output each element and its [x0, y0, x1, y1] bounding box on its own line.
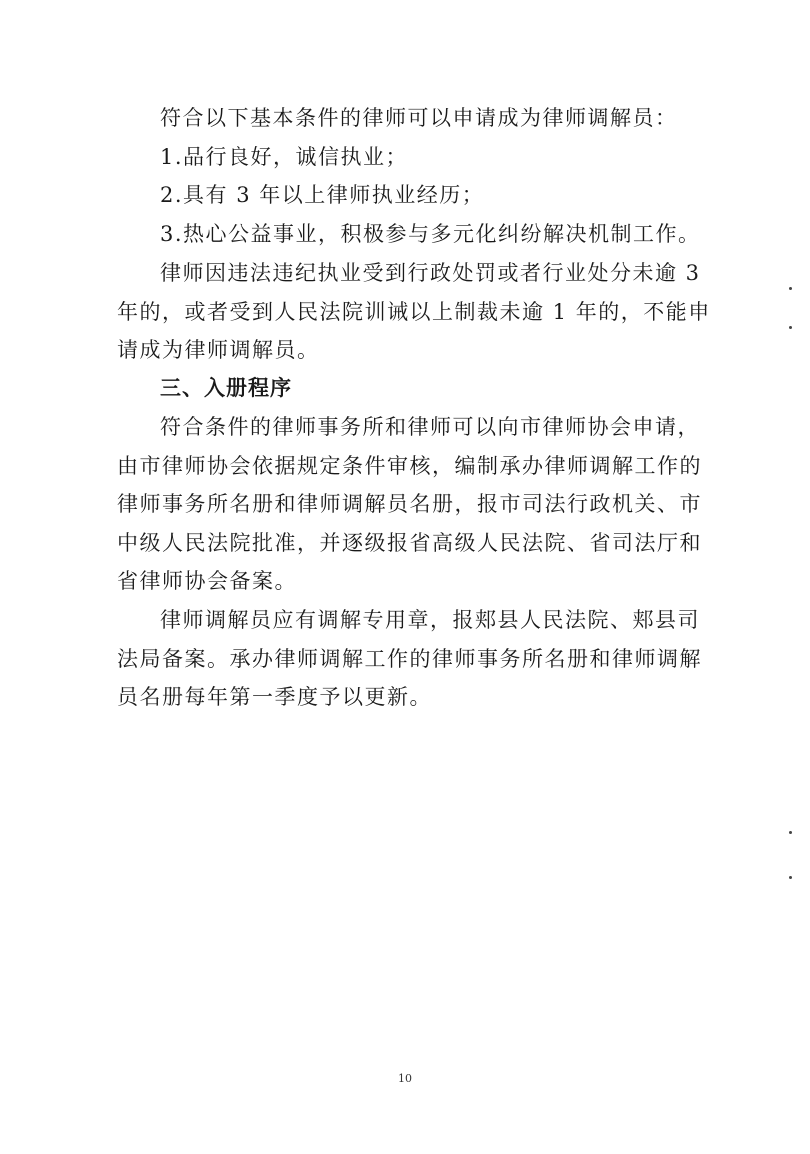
scan-mark — [789, 326, 792, 329]
paragraph-line: 员名册每年第一季度予以更新。 — [117, 685, 432, 709]
paragraph-line: 由市律师协会依据规定条件审核，编制承办律师调解工作的 — [117, 454, 702, 478]
scan-mark — [789, 287, 792, 290]
list-item: 2.具有 3 年以上律师执业经历； — [160, 183, 485, 207]
paragraph-line: 符合以下基本条件的律师可以申请成为律师调解员： — [160, 106, 678, 130]
paragraph-line: 中级人民法院批准，并逐级报省高级人民法院、省司法厅和 — [117, 531, 702, 555]
paragraph-line: 律师因违法违纪执业受到行政处罚或者行业处分未逾 3 — [160, 261, 701, 285]
page-number: 10 — [398, 1072, 412, 1085]
paragraph-line: 律师调解员应有调解专用章，报郏县人民法院、郏县司 — [160, 608, 700, 632]
paragraph-line: 省律师协会备案。 — [117, 569, 297, 593]
scan-mark — [789, 876, 792, 879]
list-item: 1.品行良好，诚信执业； — [160, 145, 409, 169]
list-item: 3.热心公益事业，积极参与多元化纠纷解决机制工作。 — [160, 222, 701, 246]
paragraph-line: 请成为律师调解员。 — [117, 338, 320, 362]
paragraph-line: 法局备案。承办律师调解工作的律师事务所名册和律师调解 — [117, 647, 702, 671]
paragraph-line: 符合条件的律师事务所和律师可以向市律师协会申请， — [160, 415, 700, 439]
paragraph-line: 年的，或者受到人民法院训诫以上制裁未逾 1 年的，不能申 — [117, 300, 711, 324]
paragraph-line: 律师事务所名册和律师调解员名册，报市司法行政机关、市 — [117, 492, 702, 516]
section-heading: 三、入册程序 — [160, 376, 292, 400]
scan-mark — [789, 831, 792, 834]
